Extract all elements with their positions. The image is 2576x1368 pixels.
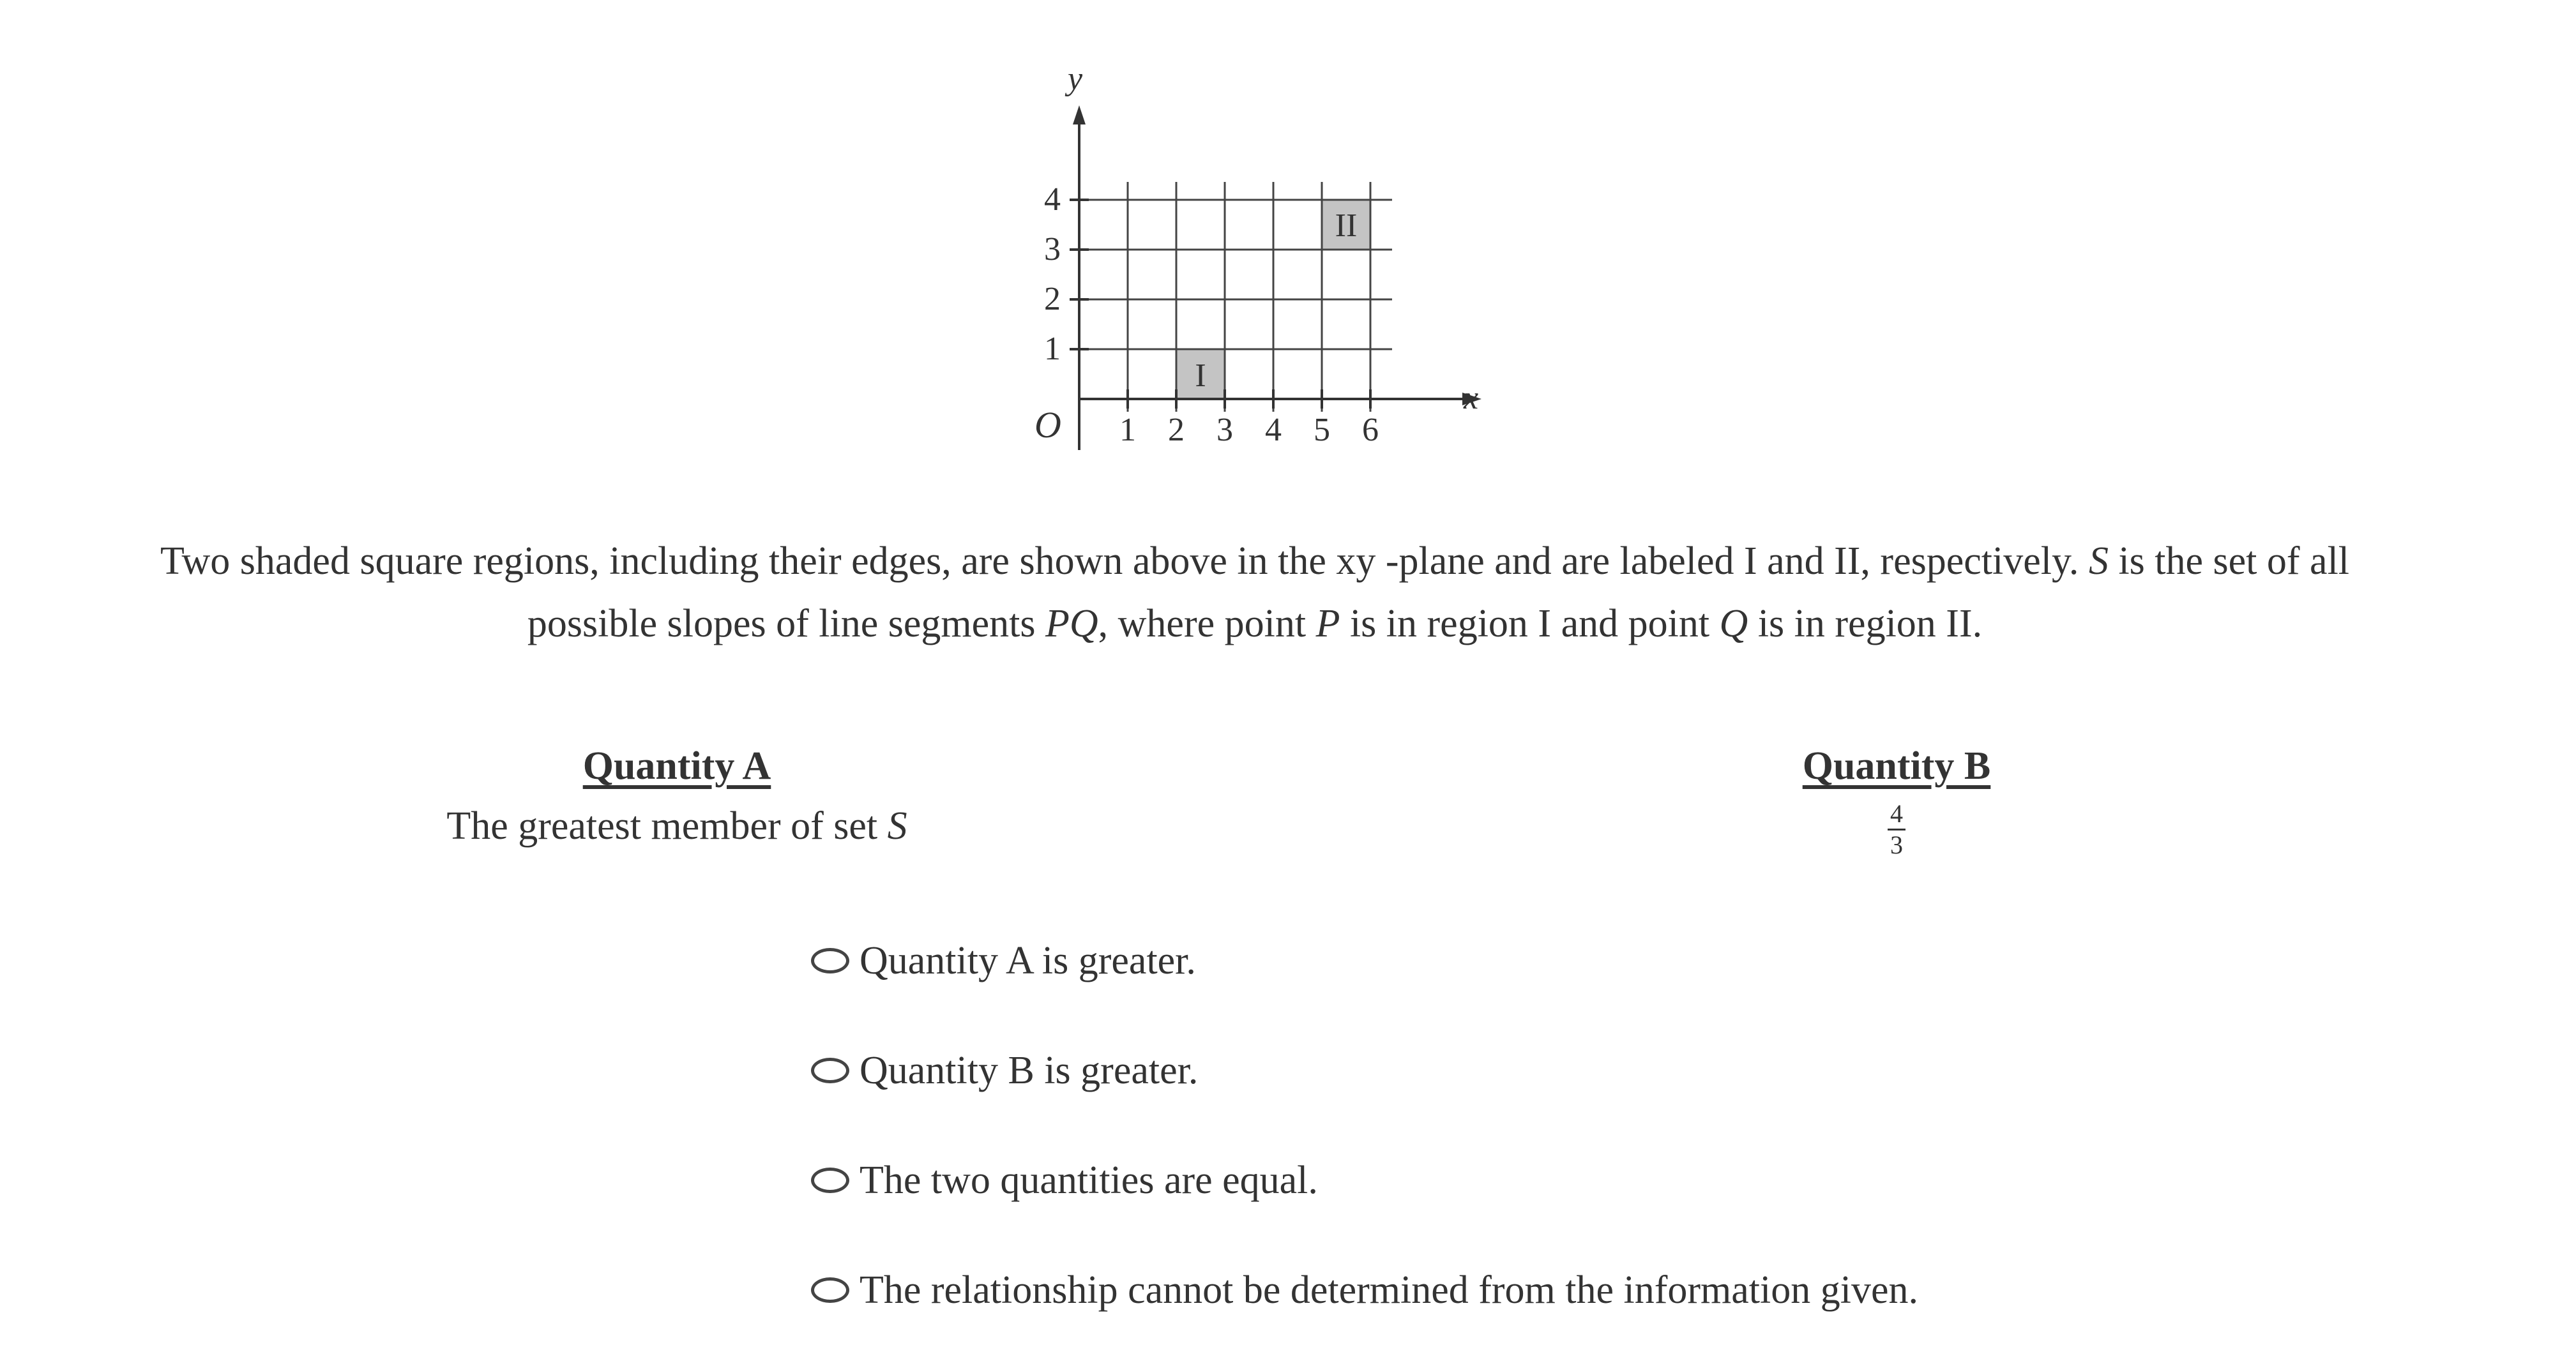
quantity-a-column <box>358 740 996 852</box>
x-tick-label: 6 <box>1362 412 1379 448</box>
y-tick-labels <box>1044 181 1061 367</box>
region-2-label: II <box>1335 207 1358 244</box>
question-prompt <box>96 530 2414 655</box>
prompt-text: is in region II. <box>1748 602 1983 645</box>
y-tick-label: 1 <box>1044 331 1061 367</box>
answer-choice-d[interactable] <box>811 1258 2088 1322</box>
y-axis-arrow <box>1073 105 1086 124</box>
quantity-a-value <box>358 801 996 852</box>
answer-choices <box>811 929 2088 1368</box>
x-axis-label: x <box>1464 380 1479 416</box>
prompt-text: Two shaded square regions, including their edges, are shown above in the xy -plane and are labeled I and II, respectively. <box>160 539 2089 583</box>
region-1-label: I <box>1195 357 1206 394</box>
quantity-a-text: The greatest member of set <box>446 804 888 848</box>
origin-label: O <box>1034 404 1061 446</box>
prompt-text: is the set of all possible slopes of line segments <box>527 539 2350 645</box>
quantity-b-heading: Quantity B <box>1802 744 1991 788</box>
prompt-text: is in region I and point <box>1340 602 1720 645</box>
variable-p: P <box>1315 602 1340 645</box>
answer-choice-c[interactable] <box>811 1148 2088 1212</box>
prompt-text: , where point <box>1098 602 1316 645</box>
fraction-denominator: 3 <box>1890 831 1903 859</box>
coordinate-plane <box>971 54 1481 472</box>
coordinate-figure <box>971 54 1481 472</box>
fraction <box>1888 801 1905 859</box>
x-tick-label: 5 <box>1314 412 1330 448</box>
variable-q: Q <box>1719 602 1748 645</box>
fraction-numerator: 4 <box>1888 801 1905 831</box>
answer-choice-b[interactable] <box>811 1039 2088 1102</box>
x-tick-label: 4 <box>1265 412 1282 448</box>
quantity-a-heading: Quantity A <box>582 744 771 788</box>
answer-choice-a[interactable] <box>811 929 2088 993</box>
x-tick-label: 2 <box>1168 412 1185 448</box>
x-tick-labels <box>1119 412 1379 448</box>
y-tick-label: 4 <box>1044 181 1061 218</box>
radio-button[interactable] <box>811 1168 849 1193</box>
choice-label: Quantity B is greater. <box>860 1048 1199 1092</box>
x-tick-label: 1 <box>1119 412 1136 448</box>
choice-label: The relationship cannot be determined from the information given. <box>860 1268 1918 1312</box>
variable-pq: PQ <box>1045 602 1098 645</box>
quantity-b-value <box>1577 801 2216 859</box>
quantity-b-column <box>1577 740 2216 859</box>
choice-label: The two quantities are equal. <box>860 1158 1318 1202</box>
variable-s: S <box>887 804 907 848</box>
variable-s: S <box>2088 539 2109 583</box>
choice-label: Quantity A is greater. <box>860 938 1196 982</box>
radio-button[interactable] <box>811 1058 849 1083</box>
radio-button[interactable] <box>811 1277 849 1303</box>
x-tick-label: 3 <box>1216 412 1233 448</box>
y-axis-label: y <box>1068 61 1083 97</box>
y-tick-label: 2 <box>1044 281 1061 317</box>
radio-button[interactable] <box>811 948 849 973</box>
y-tick-label: 3 <box>1044 231 1061 267</box>
